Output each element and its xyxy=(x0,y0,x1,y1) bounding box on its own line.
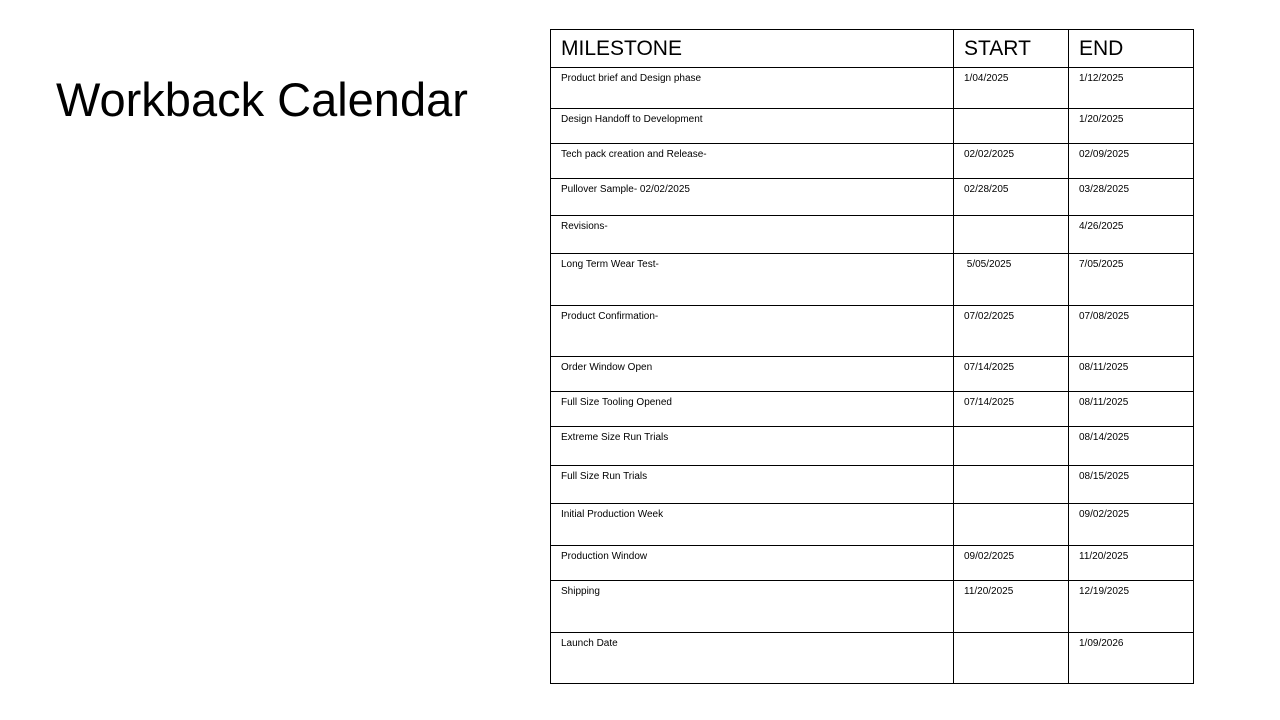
milestone-cell: Product brief and Design phase xyxy=(551,68,954,109)
column-header-start: START xyxy=(954,30,1069,68)
table-row xyxy=(551,109,1194,144)
start-cell xyxy=(954,216,1069,254)
table-row xyxy=(551,179,1194,216)
end-cell: 08/11/2025 xyxy=(1069,392,1194,427)
table-row xyxy=(551,633,1194,684)
milestone-cell: Order Window Open xyxy=(551,357,954,392)
start-cell: 5/05/2025 xyxy=(954,254,1069,306)
milestone-cell: Long Term Wear Test- xyxy=(551,254,954,306)
table-row xyxy=(551,546,1194,581)
slide-title: Workback Calendar xyxy=(56,73,468,126)
table-row xyxy=(551,427,1194,466)
start-cell xyxy=(954,504,1069,546)
table-row xyxy=(551,144,1194,179)
start-cell xyxy=(954,427,1069,466)
end-cell: 11/20/2025 xyxy=(1069,546,1194,581)
table-row xyxy=(551,466,1194,504)
end-cell: 08/15/2025 xyxy=(1069,466,1194,504)
milestone-cell: Initial Production Week xyxy=(551,504,954,546)
table-row xyxy=(551,357,1194,392)
milestone-cell: Pullover Sample- 02/02/2025 xyxy=(551,179,954,216)
start-cell: 1/04/2025 xyxy=(954,68,1069,109)
table-row xyxy=(551,216,1194,254)
start-cell xyxy=(954,466,1069,504)
end-cell: 1/12/2025 xyxy=(1069,68,1194,109)
start-cell xyxy=(954,633,1069,684)
end-cell: 07/08/2025 xyxy=(1069,306,1194,357)
start-cell: 02/28/205 xyxy=(954,179,1069,216)
end-cell: 4/26/2025 xyxy=(1069,216,1194,254)
start-cell: 11/20/2025 xyxy=(954,581,1069,633)
milestone-cell: Launch Date xyxy=(551,633,954,684)
table-row xyxy=(551,68,1194,109)
table-row xyxy=(551,581,1194,633)
milestone-cell: Shipping xyxy=(551,581,954,633)
start-cell: 07/14/2025 xyxy=(954,392,1069,427)
start-cell xyxy=(954,109,1069,144)
milestone-cell: Extreme Size Run Trials xyxy=(551,427,954,466)
end-cell: 7/05/2025 xyxy=(1069,254,1194,306)
milestone-cell: Full Size Run Trials xyxy=(551,466,954,504)
start-cell: 07/14/2025 xyxy=(954,357,1069,392)
milestone-cell: Tech pack creation and Release- xyxy=(551,144,954,179)
start-cell: 09/02/2025 xyxy=(954,546,1069,581)
milestone-cell: Product Confirmation- xyxy=(551,306,954,357)
milestone-cell: Production Window xyxy=(551,546,954,581)
table-row xyxy=(551,392,1194,427)
start-cell: 07/02/2025 xyxy=(954,306,1069,357)
column-header-milestone: MILESTONE xyxy=(551,30,954,68)
milestone-cell: Revisions- xyxy=(551,216,954,254)
milestone-cell: Design Handoff to Development xyxy=(551,109,954,144)
end-cell: 1/09/2026 xyxy=(1069,633,1194,684)
end-cell: 08/14/2025 xyxy=(1069,427,1194,466)
start-cell: 02/02/2025 xyxy=(954,144,1069,179)
table-row xyxy=(551,254,1194,306)
end-cell: 02/09/2025 xyxy=(1069,144,1194,179)
end-cell: 09/02/2025 xyxy=(1069,504,1194,546)
milestone-cell: Full Size Tooling Opened xyxy=(551,392,954,427)
end-cell: 1/20/2025 xyxy=(1069,109,1194,144)
end-cell: 12/19/2025 xyxy=(1069,581,1194,633)
end-cell: 03/28/2025 xyxy=(1069,179,1194,216)
table-row xyxy=(551,306,1194,357)
end-cell: 08/11/2025 xyxy=(1069,357,1194,392)
workback-table xyxy=(550,29,1194,684)
table-header-row xyxy=(551,30,1194,68)
column-header-end: END xyxy=(1069,30,1194,68)
table-row xyxy=(551,504,1194,546)
